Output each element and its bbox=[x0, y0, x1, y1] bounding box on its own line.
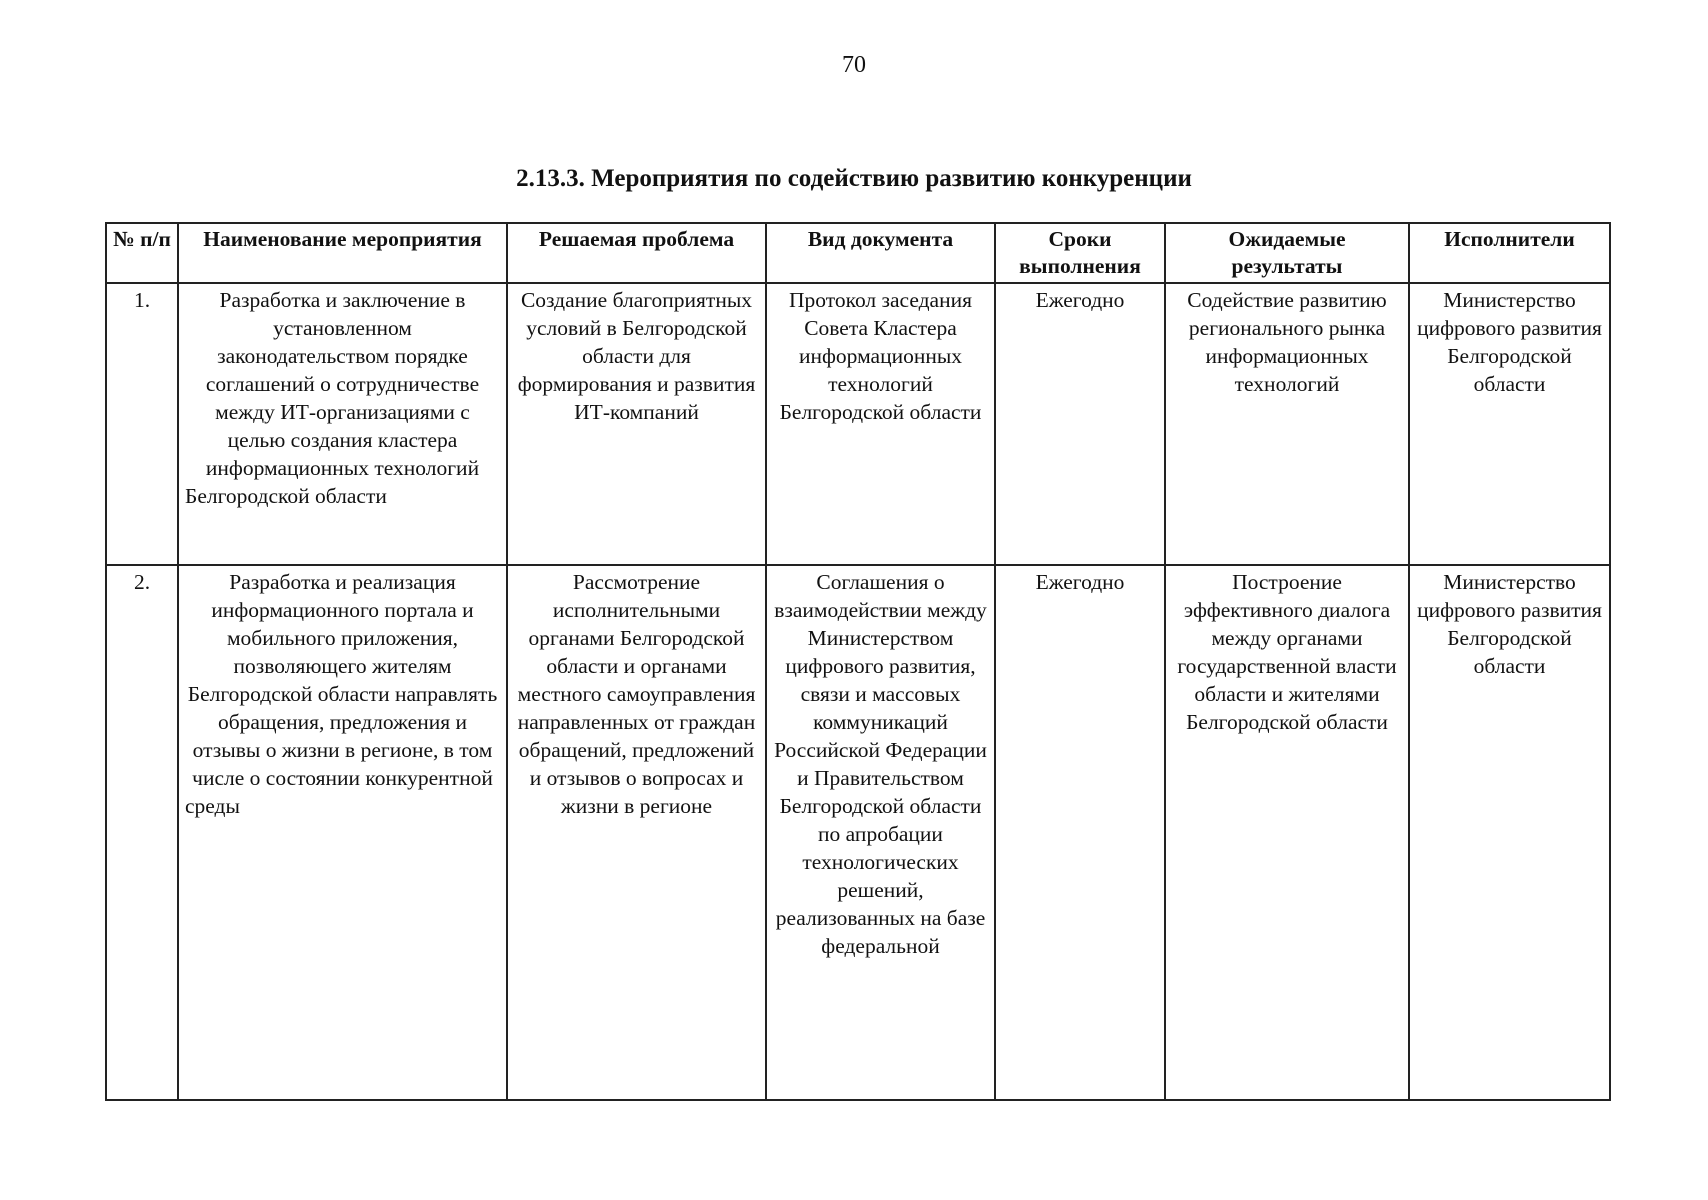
measure-results: Построение эффективного диалога между органами государственной власти области и жителями Белгородской области bbox=[1165, 565, 1409, 1100]
measure-deadline: Ежегодно bbox=[995, 283, 1165, 565]
header-executors: Исполнители bbox=[1409, 223, 1610, 283]
header-number: № п/п bbox=[106, 223, 178, 283]
measure-document: Соглашения о взаимодействии между Министерством цифрового развития, связи и массовых коммуникаций Российской Федерации и Правительством Белгородской области по апробации технологических решений, реализованных на базе федеральной bbox=[766, 565, 995, 1100]
measure-problem: Рассмотрение исполнительными органами Белгородской области и органами местного самоуправления направленных от граждан обращений, предложений и отзывов о вопросах и жизни в регионе bbox=[507, 565, 766, 1100]
measure-executors: Министерство цифрового развития Белгородской области bbox=[1409, 565, 1610, 1100]
header-document: Вид документа bbox=[766, 223, 995, 283]
measure-name: Разработка и заключение в установленном законодательством порядке соглашений о сотрудничестве между ИТ-организациями с целью создания кластера информационных технологий Белгородской области bbox=[178, 283, 507, 565]
table-row bbox=[106, 565, 1610, 1100]
header-results: Ожидаемые результаты bbox=[1165, 223, 1409, 283]
measure-executors: Министерство цифрового развития Белгородской области bbox=[1409, 283, 1610, 565]
table-header-row bbox=[106, 223, 1610, 283]
section-title: 2.13.3. Мероприятия по содействию развитию конкуренции bbox=[516, 165, 1192, 192]
measures-table bbox=[105, 222, 1611, 1101]
measure-problem: Создание благоприятных условий в Белгородской области для формирования и развития ИТ-компаний bbox=[507, 283, 766, 565]
row-number: 2. bbox=[106, 565, 178, 1100]
measure-deadline: Ежегодно bbox=[995, 565, 1165, 1100]
header-deadline: Сроки выполнения bbox=[995, 223, 1165, 283]
measure-results: Содействие развитию регионального рынка информационных технологий bbox=[1165, 283, 1409, 565]
row-number: 1. bbox=[106, 283, 178, 565]
measure-document: Протокол заседания Совета Кластера информационных технологий Белгородской области bbox=[766, 283, 995, 565]
table-row bbox=[106, 283, 1610, 565]
page-number: 70 bbox=[842, 52, 866, 78]
header-problem: Решаемая проблема bbox=[507, 223, 766, 283]
header-name: Наименование мероприятия bbox=[178, 223, 507, 283]
measure-name: Разработка и реализация информационного портала и мобильного приложения, позволяющего жителям Белгородской области направлять обращения, предложения и отзывы о жизни в регионе, в том числе о состоянии конкурентной среды bbox=[178, 565, 507, 1100]
